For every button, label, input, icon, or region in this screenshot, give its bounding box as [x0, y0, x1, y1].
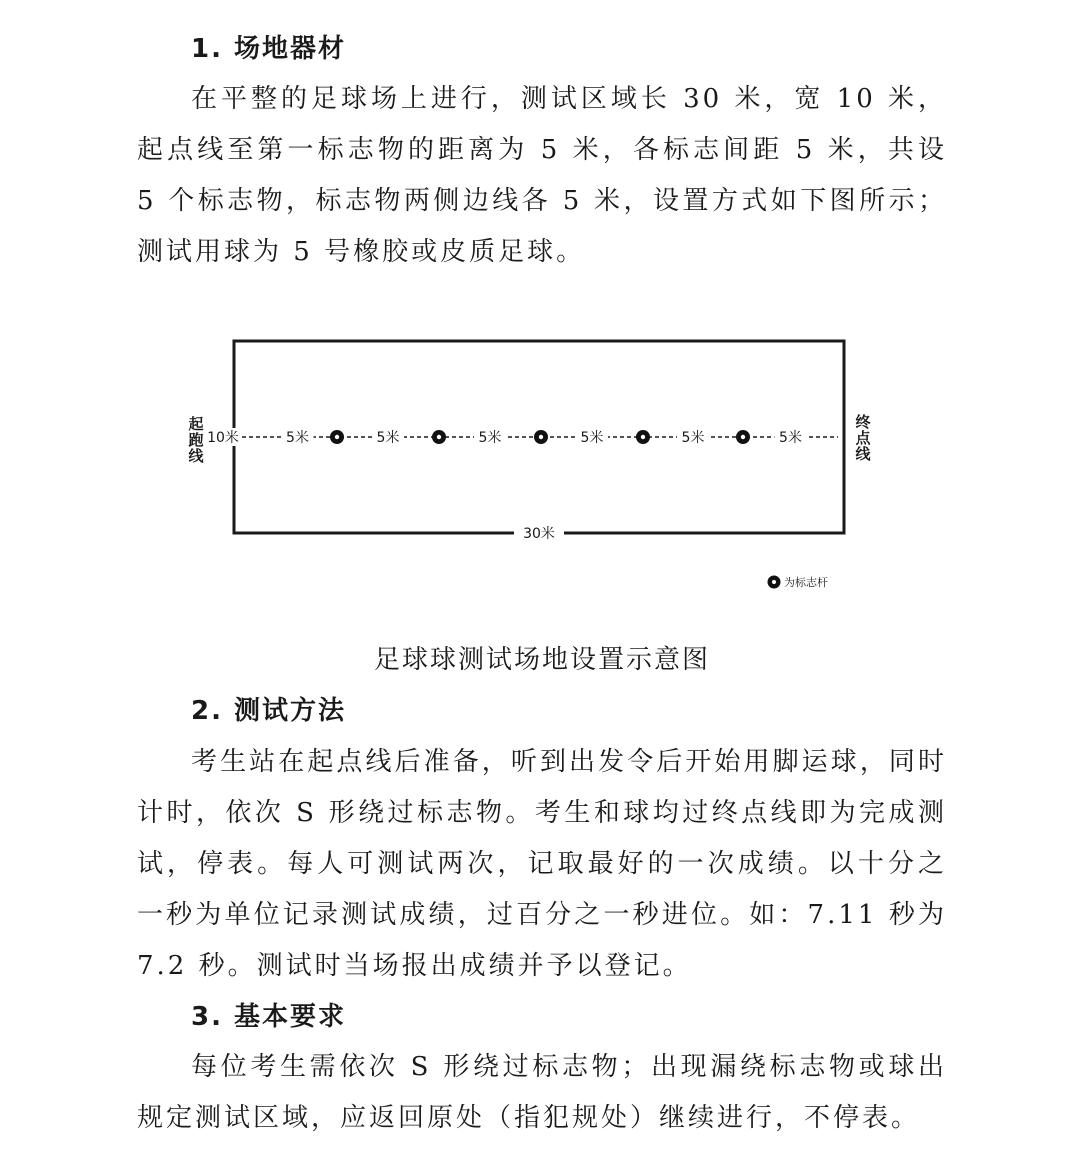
- marker-pole-icon: [636, 430, 650, 444]
- segment-label: 5米: [286, 430, 309, 446]
- start-line-char: 起: [188, 415, 204, 433]
- end-line-label: [855, 413, 871, 463]
- end-line-char: 线: [855, 445, 871, 463]
- marker-pole-icon: [534, 430, 548, 444]
- marker-pole-icon: [432, 430, 446, 444]
- legend: [768, 575, 829, 589]
- start-line-char: 线: [188, 447, 204, 465]
- section-2-heading: 2. 测试方法: [191, 696, 347, 726]
- segment-label: 5米: [376, 430, 400, 446]
- legend-label: 为标志杆: [784, 576, 828, 589]
- segment-label: 5米: [580, 430, 604, 446]
- section-1-paragraph: 在平整的足球场上进行，测试区域长 30 米，宽 10 米，起点线至第一标志物的距离为 5 米，各标志间距 5 米，共设 5 个标志物，标志物两侧边线各 5 米，设置方式如下图所示；测试用球为 5 号橡胶或皮质足球。: [137, 84, 947, 267]
- field-width-label: 10米: [207, 430, 239, 446]
- start-line-label: [188, 415, 204, 465]
- section-1-heading: 1. 场地器材: [191, 34, 347, 64]
- section-3-paragraph: 每位考生需依次 S 形绕过标志物；出现漏绕标志物或球出规定测试区域，应返回原处（指犯规处）继续进行，不停表。: [137, 1052, 947, 1133]
- marker-pole-icon: [736, 430, 750, 444]
- section-2-paragraph: 考生站在起点线后准备，听到出发令后开始用脚运球，同时计时，依次 S 形绕过标志物。考生和球均过终点线即为完成测试，停表。每人可测试两次，记取最好的一次成绩。以十分之一秒为单位记录测试成绩，过百分之一秒进位。如：7.11 秒为 7.2 秒。测试时当场报出成绩并予以登记。: [137, 747, 947, 981]
- field-length-label: 30米: [523, 526, 555, 542]
- marker-pole-icon: [330, 430, 344, 444]
- segment-label: 5米: [681, 430, 705, 446]
- segment-label: 5米: [478, 430, 502, 446]
- end-line-char: 点: [855, 429, 871, 447]
- section-3-heading: 3. 基本要求: [191, 1002, 347, 1032]
- end-line-char: 终: [855, 413, 871, 431]
- diagram-caption: 足球球测试场地设置示意图: [373, 645, 710, 675]
- field-setup-diagram: [180, 325, 880, 600]
- segment-label: 5米: [779, 430, 802, 446]
- start-line-char: 跑: [188, 431, 204, 449]
